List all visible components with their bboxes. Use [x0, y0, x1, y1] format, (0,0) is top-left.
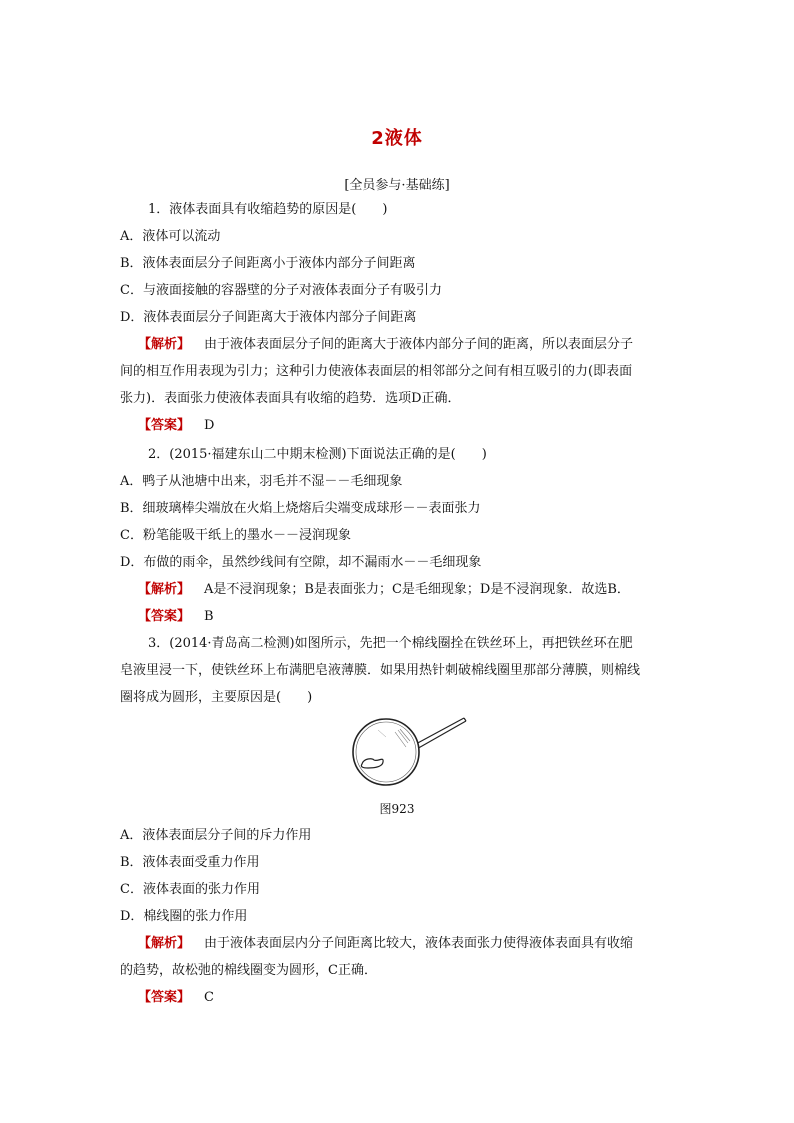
q2-option-c: C．粉笔能吸干纸上的墨水－－浸润现象: [120, 528, 351, 543]
q1-option-c: C．与液面接触的容器壁的分子对液体表面分子有吸引力: [120, 283, 442, 298]
q3-analysis-line-1: 【解析】 由于液体表面层内分子间距离比较大，液体表面张力使得液体表面具有收缩: [138, 936, 634, 951]
q1-stem: 1．液体表面具有收缩趋势的原因是( ): [148, 202, 388, 217]
q3-option-c: C．液体表面的张力作用: [120, 882, 260, 897]
q1-option-d: D．液体表面层分子间距离大于液体内部分子间距离: [120, 310, 417, 325]
q1-option-b: B．液体表面层分子间距离小于液体内部分子间距离: [120, 256, 416, 271]
q3-stem-line-2: 皂液里浸一下，使铁丝环上布满肥皂液薄膜．如果用热针刺破棉线圈里那部分薄膜，则棉线: [120, 663, 641, 678]
q2-analysis-line-1: 【解析】 A是不浸润现象；B是表面张力；C是毛细现象；D是不浸润现象．故选B．: [138, 582, 630, 597]
q2-answer: 【答案】 B: [138, 609, 214, 624]
q3-answer: 【答案】 C: [138, 990, 214, 1005]
q3-analysis-line-2: 的趋势，故松弛的棉线圈变为圆形，C正确．: [120, 963, 377, 978]
section-subtitle: [全员参与·基础练]: [344, 178, 450, 193]
q1-answer: 【答案】 D: [138, 418, 215, 433]
wire-ring-figure: [350, 710, 480, 795]
wire-ring: [353, 719, 419, 785]
analysis-label: 【解析】: [138, 582, 191, 597]
q1-analysis-line-3: 张力)．表面张力使液体表面具有收缩的趋势．选项D正确．: [120, 391, 461, 406]
cotton-loop: [361, 759, 383, 768]
answer-label: 【答案】: [138, 990, 191, 1005]
ring-handle: [414, 718, 464, 745]
answer-label: 【答案】: [138, 418, 191, 433]
q1-analysis-line-2: 间的相互作用表现为引力；这种引力使液体表面层的相邻部分之间有相互吸引的力(即表面: [120, 364, 633, 379]
q2-option-b: B．细玻璃棒尖端放在火焰上烧熔后尖端变成球形－－表面张力: [120, 501, 481, 516]
q3-stem-line-3: 圈将成为圆形，主要原因是( ): [120, 690, 313, 705]
q1-option-a: A．液体可以流动: [120, 229, 221, 244]
answer-label: 【答案】: [138, 609, 191, 624]
q2-option-d: D．布做的雨伞，虽然纱线间有空隙，却不漏雨水－－毛细现象: [120, 555, 482, 570]
q3-option-d: D．棉线圈的张力作用: [120, 909, 248, 924]
q3-option-a: A．液体表面层分子间的斥力作用: [120, 828, 312, 843]
q2-stem: 2．(2015·福建东山二中期末检测)下面说法正确的是( ): [148, 447, 487, 462]
analysis-label: 【解析】: [138, 337, 191, 352]
q3-stem-line-1: 3．(2014·青岛高二检测)如图所示，先把一个棉线圈拴在铁丝环上，再把铁丝环在肥: [148, 636, 633, 651]
analysis-label: 【解析】: [138, 936, 191, 951]
ring-handle-edge: [415, 721, 466, 750]
page-title: 2液体: [371, 128, 423, 149]
q2-option-a: A．鸭子从池塘中出来，羽毛并不湿－－毛细现象: [120, 474, 403, 489]
q3-option-b: B．液体表面受重力作用: [120, 855, 260, 870]
q1-analysis-line-1: 【解析】 由于液体表面层分子间的距离大于液体内部分子间的距离，所以表面层分子: [138, 337, 634, 352]
figure-caption: 图923: [379, 802, 415, 816]
